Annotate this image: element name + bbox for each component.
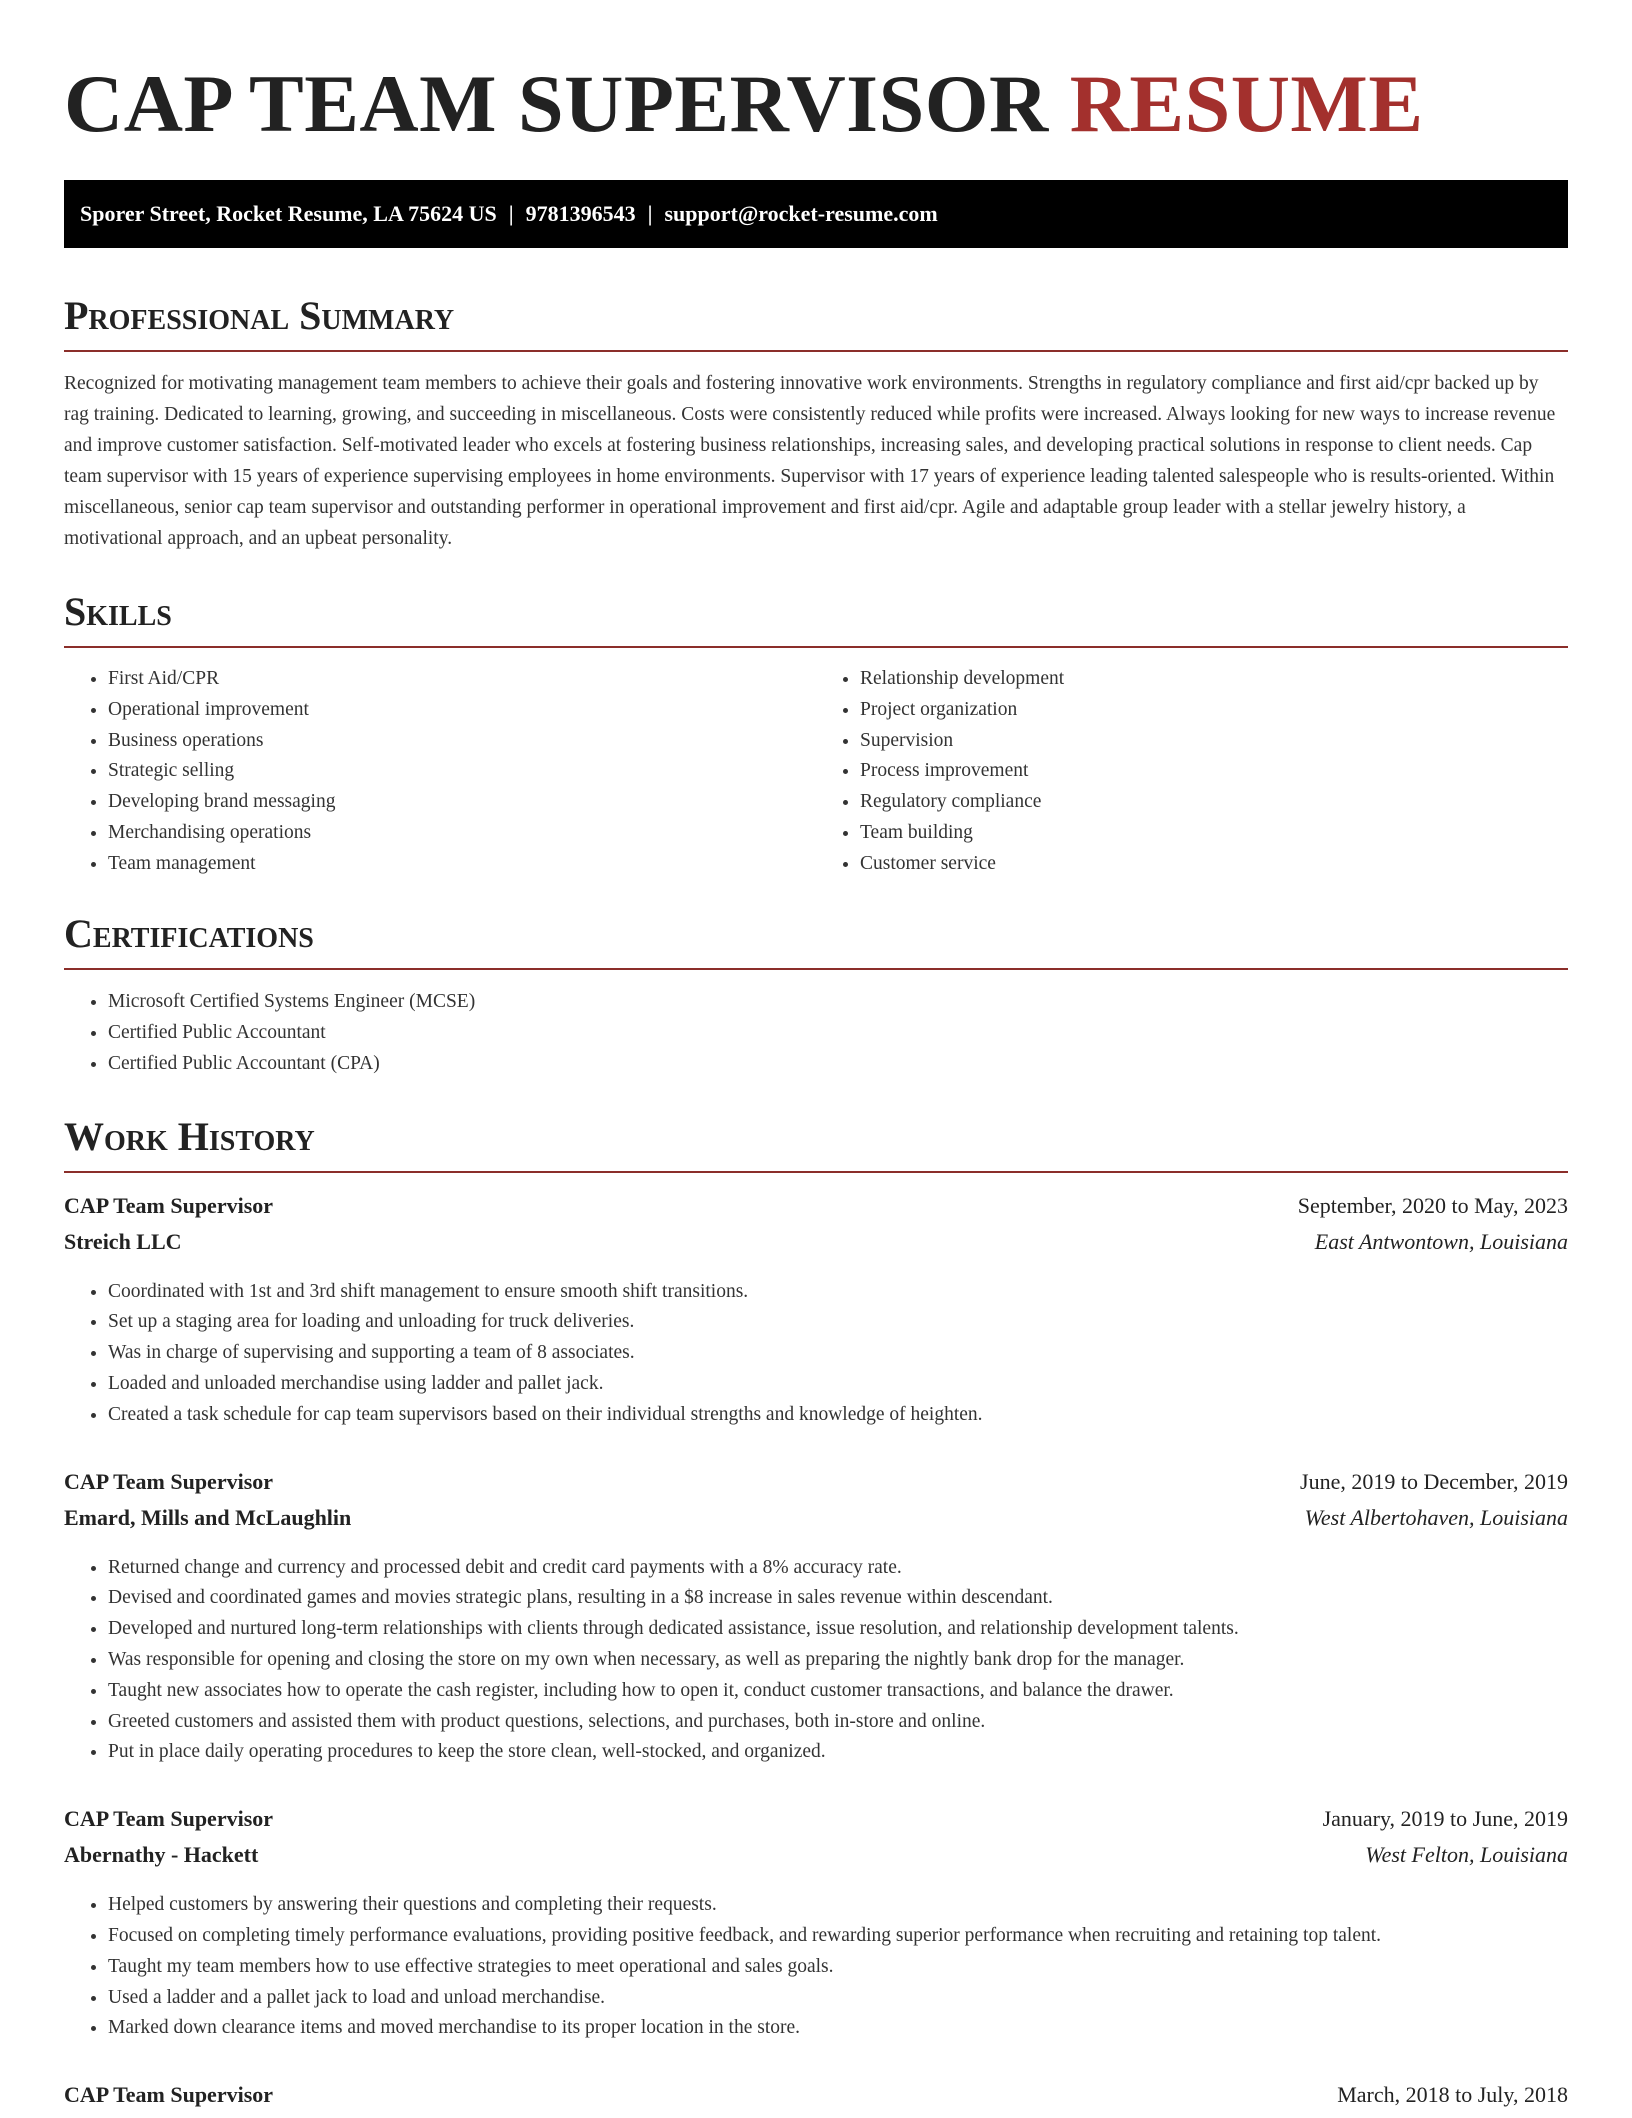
contact-separator: | xyxy=(647,201,653,226)
job-bullet: • Greeted customers and assisted them with product questions, selections, and purchases, both in-store and online. xyxy=(108,1707,1568,1738)
job-title: CAP Team Supervisor xyxy=(64,1468,274,1494)
certifications-heading: Certifications xyxy=(64,910,1568,970)
job-entry xyxy=(64,1193,1568,1431)
skill-item: • Operational improvement xyxy=(108,695,816,726)
job-bullets xyxy=(64,1553,1568,1769)
contact-address: Sporer Street, Rocket Resume, LA 75624 US xyxy=(80,201,497,226)
skill-item: • Business operations xyxy=(108,726,816,757)
skill-item: • Developing brand messaging xyxy=(108,787,816,818)
job-bullet: • Taught my team members how to use effective strategies to meet operational and sales goals. xyxy=(108,1952,1568,1983)
contact-phone: 9781396543 xyxy=(525,201,636,226)
skill-item: • Merchandising operations xyxy=(108,818,816,849)
summary-text: Recognized for motivating management team members to achieve their goals and fostering innovative work environments. Strengths in regulatory compliance and first aid/cpr backed up by rag training. Dedicated to learning, growing, and succeeding in miscellaneous. Costs were consistently reduced while profits were increased. Always looking for new ways to increase revenue and improve customer satisfaction. Self-motivated leader who excels at fostering business relationships, increasing sales, and developing practical solutions in response to client needs. Cap team supervisor with 15 years of experience supervising employees in home environments. Supervisor with 17 years of experience leading talented salespeople who is results-oriented. Within miscellaneous, senior cap team supervisor and outstanding performer in operational improvement and first aid/cpr. Agile and adaptable group leader with a stellar jewelry history, a motivational approach, and an upbeat personality. xyxy=(64,373,1556,549)
job-dates: September, 2020 to May, 2023 xyxy=(1297,1192,1568,1218)
job-header-row xyxy=(64,1469,1568,1505)
summary-heading: Professional Summary xyxy=(64,292,1568,352)
job-bullet: • Loaded and unloaded merchandise using ladder and pallet jack. xyxy=(108,1369,1568,1400)
certification-item: • Microsoft Certified Systems Engineer (MCSE) xyxy=(108,986,1568,1017)
job-bullet: • Coordinated with 1st and 3rd shift management to ensure smooth shift transitions. xyxy=(108,1277,1568,1308)
skill-item: • Process improvement xyxy=(860,756,1568,787)
skill-item: • Regulatory compliance xyxy=(860,787,1568,818)
resume-title xyxy=(64,0,1568,152)
job-dates: June, 2019 to December, 2019 xyxy=(1300,1468,1568,1494)
job-company-row xyxy=(64,1229,1568,1265)
job-bullets xyxy=(64,1890,1568,2044)
resume-title-main: CAP TEAM SUPERVISOR xyxy=(64,58,1049,149)
job-location: East Antwontown, Louisiana xyxy=(1314,1228,1568,1254)
resume-title-accent: RESUME xyxy=(1069,58,1424,149)
job-header-row xyxy=(64,1193,1568,1229)
job-bullet: • Was in charge of supervising and supporting a team of 8 associates. xyxy=(108,1338,1568,1369)
skill-item: • Team building xyxy=(860,818,1568,849)
skill-item: • First Aid/CPR xyxy=(108,664,816,695)
job-title: CAP Team Supervisor xyxy=(64,2082,274,2108)
job-bullet: • Returned change and currency and processed debit and credit card payments with a 8% accuracy rate. xyxy=(108,1553,1568,1584)
skills-right-column xyxy=(816,664,1568,880)
job-bullet: • Marked down clearance items and moved merchandise to its proper location in the store. xyxy=(108,2013,1568,2044)
skill-item: • Relationship development xyxy=(860,664,1568,695)
resume-page xyxy=(64,0,1568,2118)
job-bullet: • Developed and nurtured long-term relationships with clients through dedicated assistance, issue resolution, and relationship development talents. xyxy=(108,1614,1568,1645)
skill-item: • Strategic selling xyxy=(108,756,816,787)
contact-bar xyxy=(64,180,1568,248)
job-company-row xyxy=(64,1505,1568,1541)
job-bullet: • Put in place daily operating procedures to keep the store clean, well-stocked, and organized. xyxy=(108,1737,1568,1768)
job-bullet: • Set up a staging area for loading and unloading for truck deliveries. xyxy=(108,1307,1568,1338)
skill-item: • Team management xyxy=(108,849,816,880)
certification-item: • Certified Public Accountant xyxy=(108,1017,1568,1048)
skill-item: • Supervision xyxy=(860,726,1568,757)
skills-left-column xyxy=(64,664,816,880)
skill-item: • Project organization xyxy=(860,695,1568,726)
job-dates: January, 2019 to June, 2019 xyxy=(1322,1806,1568,1832)
job-header-row xyxy=(64,2082,1568,2118)
job-bullet: • Was responsible for opening and closing the store on my own when necessary, as well as preparing the nightly bank drop for the manager. xyxy=(108,1645,1568,1676)
certifications-list xyxy=(64,986,1568,1079)
skill-item: • Customer service xyxy=(860,849,1568,880)
skills-heading: Skills xyxy=(64,588,1568,648)
job-title: CAP Team Supervisor xyxy=(64,1806,274,1832)
job-location: West Albertohaven, Louisiana xyxy=(1304,1504,1568,1530)
certification-item: • Certified Public Accountant (CPA) xyxy=(108,1048,1568,1079)
job-bullet: • Focused on completing timely performance evaluations, providing positive feedback, and rewarding superior performance when recruiting and retaining top talent. xyxy=(108,1921,1568,1952)
job-bullet: • Created a task schedule for cap team supervisors based on their individual strengths and knowledge of heighten. xyxy=(108,1400,1568,1431)
job-company-row xyxy=(64,1842,1568,1878)
work-history-heading: Work History xyxy=(64,1113,1568,1173)
job-company: Abernathy - Hackett xyxy=(64,1842,259,1868)
job-entry xyxy=(64,1469,1568,1769)
contact-separator: | xyxy=(508,201,514,226)
skills-grid xyxy=(64,664,1568,880)
job-company: Emard, Mills and McLaughlin xyxy=(64,1504,352,1530)
job-bullet: • Taught new associates how to operate the cash register, including how to open it, conduct customer transactions, and balance the drawer. xyxy=(108,1676,1568,1707)
contact-email: support@rocket-resume.com xyxy=(664,201,938,226)
job-entry xyxy=(64,2082,1568,2118)
job-bullet: • Used a ladder and a pallet jack to load and unload merchandise. xyxy=(108,1983,1568,2014)
job-bullet: • Helped customers by answering their questions and completing their requests. xyxy=(108,1890,1568,1921)
job-entry xyxy=(64,1806,1568,2044)
job-dates: March, 2018 to July, 2018 xyxy=(1337,2082,1568,2108)
job-bullets xyxy=(64,1277,1568,1431)
job-location: West Felton, Louisiana xyxy=(1365,1842,1568,1868)
job-header-row xyxy=(64,1806,1568,1842)
job-bullet: • Devised and coordinated games and movies strategic plans, resulting in a $8 increase in sales revenue within descendant. xyxy=(108,1583,1568,1614)
job-title: CAP Team Supervisor xyxy=(64,1192,274,1218)
job-company: Streich LLC xyxy=(64,1228,182,1254)
